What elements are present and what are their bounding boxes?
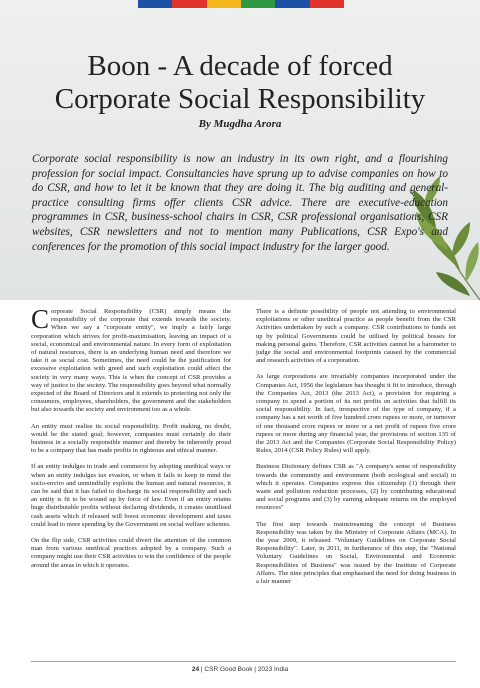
title-line-2: Corporate Social Responsibility xyxy=(54,83,426,115)
left-column xyxy=(31,304,231,578)
byline: By Mugdha Arora xyxy=(198,118,282,130)
color-bar-segment xyxy=(310,0,344,8)
page-footer xyxy=(0,666,480,673)
article-title xyxy=(0,50,480,116)
hero-banner xyxy=(0,0,480,300)
body-paragraph: On the flip side, CSR activities could divert the attention of the common man from various unethical practices adopted by a company. Such a company might use their CSR activities to win the confidence of the people around the areas in which it operates. xyxy=(31,537,231,569)
footer-divider xyxy=(31,661,456,662)
color-bar-segment xyxy=(172,0,206,8)
color-bar-segment xyxy=(241,0,275,8)
body-paragraph: If an entity indulges in trade and commerce by adopting unethical ways or when an entity indulges tax evasion, or when it fails to keep in mind the socio-enviro and unmindfully exploits the human and natural resources, it can be said that it has failed to discharge its social responsibility and such an entity is fit to be wound up by force of law. Even if an entity retains huge distributable profits without declaring dividends, it creates unutilised cash assets which if released will boost economic development and taxes could lead to more spending by the Government on social welfare schemes. xyxy=(31,463,231,528)
color-bar-segment xyxy=(138,0,172,8)
paragraph-text: orporate Social Responsibility (CSR) simply means the responsibility of the corporate that extends towards the society. When we say a "corporate entity", we imply a fairly large corporation which strives for profit-maximisation, leaving an impact of a social, economical and environmental nature. In every form of exploitation of natural resources, there is an underlying human need and therefore we take it as social cost. Sometimes, the need could be the justification for excessive exploitation with greed and such exploitation could affect the society in very many ways. This is when the concept of CSR provides a way of justice to the society. The responsibility goes beyond what normally expected of the Board of Directors and it extends to protecting not only the consumers, employees, shareholders, the government and the stakeholders but also towards the society and environment too as a whole. xyxy=(31,308,231,414)
body-paragraph: Business Dictionary defines CSR as "A company's sense of responsibility towards the community and environment (both ecological and social) in which it operates. Companies express this citizenship (1) through their waste and pollution reduction processes, (2) by contributing educational and social programs and (3) by earning adequate returns on the employed resources" xyxy=(256,463,456,512)
right-column xyxy=(256,308,456,594)
drop-cap: C xyxy=(31,304,50,334)
body-paragraph: An entity must realise its social responsibility. Profit making, no doubt, would be the stated goal; however, companies must certainly do their business in a socially responsible manner and thereby be inherently proud to be a company that has made profits in righteous and ethical manner. xyxy=(31,422,231,455)
body-paragraph: The first step towards mainstreaming the concept of Business Responsibility was taken by the Ministry of Corporate Affairs (MCA). In the year 2009, it released "Voluntary Guidelines on Corporate Social Responsibility". Later, in 2011, in furtherance of this step, the "National Voluntary Guidelines on Social, Environmental and Economic Responsibilities of Business" was issued by the Institute of Corporate Affairs. The nine principles that emphasised the need for doing business in a fair manner xyxy=(256,520,456,586)
color-bar-segment xyxy=(275,0,309,8)
title-line-1: Boon - A decade of forced xyxy=(87,50,393,82)
body-paragraph: There is a definite possibility of people not attending to environmental exploitations or other unethical practice as people benefit from the CSR Activities undertaken by such a company. CSR contributions to funds set up by political Governments could be utilised by political bosses for making personal gains. Therefore, CSR activities cannot be a barometer to judge the social and environmental footprints caused by the commercial and research activities of a corporation. xyxy=(256,308,456,365)
body-paragraph xyxy=(31,304,231,415)
publication-name: | CSR Good Book | 2023 India xyxy=(199,666,289,673)
color-bar-segment xyxy=(207,0,241,8)
color-bar xyxy=(138,0,344,8)
page-number: 24 xyxy=(191,666,200,673)
body-paragraph: As large corporations are invariably companies incorporated under the Companies Act, 1956 the legislature has thought it fit to introduce, through the Companies Act, 2013 (the 2013 Act), a provision for requiring a company to spend a portion of its net profits on activities that fulfill its social responsibility. In fact, irrespective of the type of company, if a company has a net worth of five hundred crore rupees or more, or turnover of one thousand crore rupees or more or a net profit of rupees five crore rupees or more during any financial year, the provisions of section 135 of the 2013 Act and the Companies (Corporate Social Responsibility Policy) Rules, 2014 (CSR Policy Rules) will apply. xyxy=(256,373,456,455)
intro-paragraph: Corporate social responsibility is now an industry in its own right, and a flourishing profession for social impact. Consultancies have sprung up to advise companies on how to do CSR, and how to let it be known that they are doing it. The big auditing and general-practice consulting firms offer clients CSR advice. There are executive-education programmes in CSR, business-school chairs in CSR, CSR professional organisations, CSR websites, CSR newsletters and not to mention many Publications, CSR Expo's and conferences for the promotion of this social impact industry for the larger good. xyxy=(32,153,448,253)
